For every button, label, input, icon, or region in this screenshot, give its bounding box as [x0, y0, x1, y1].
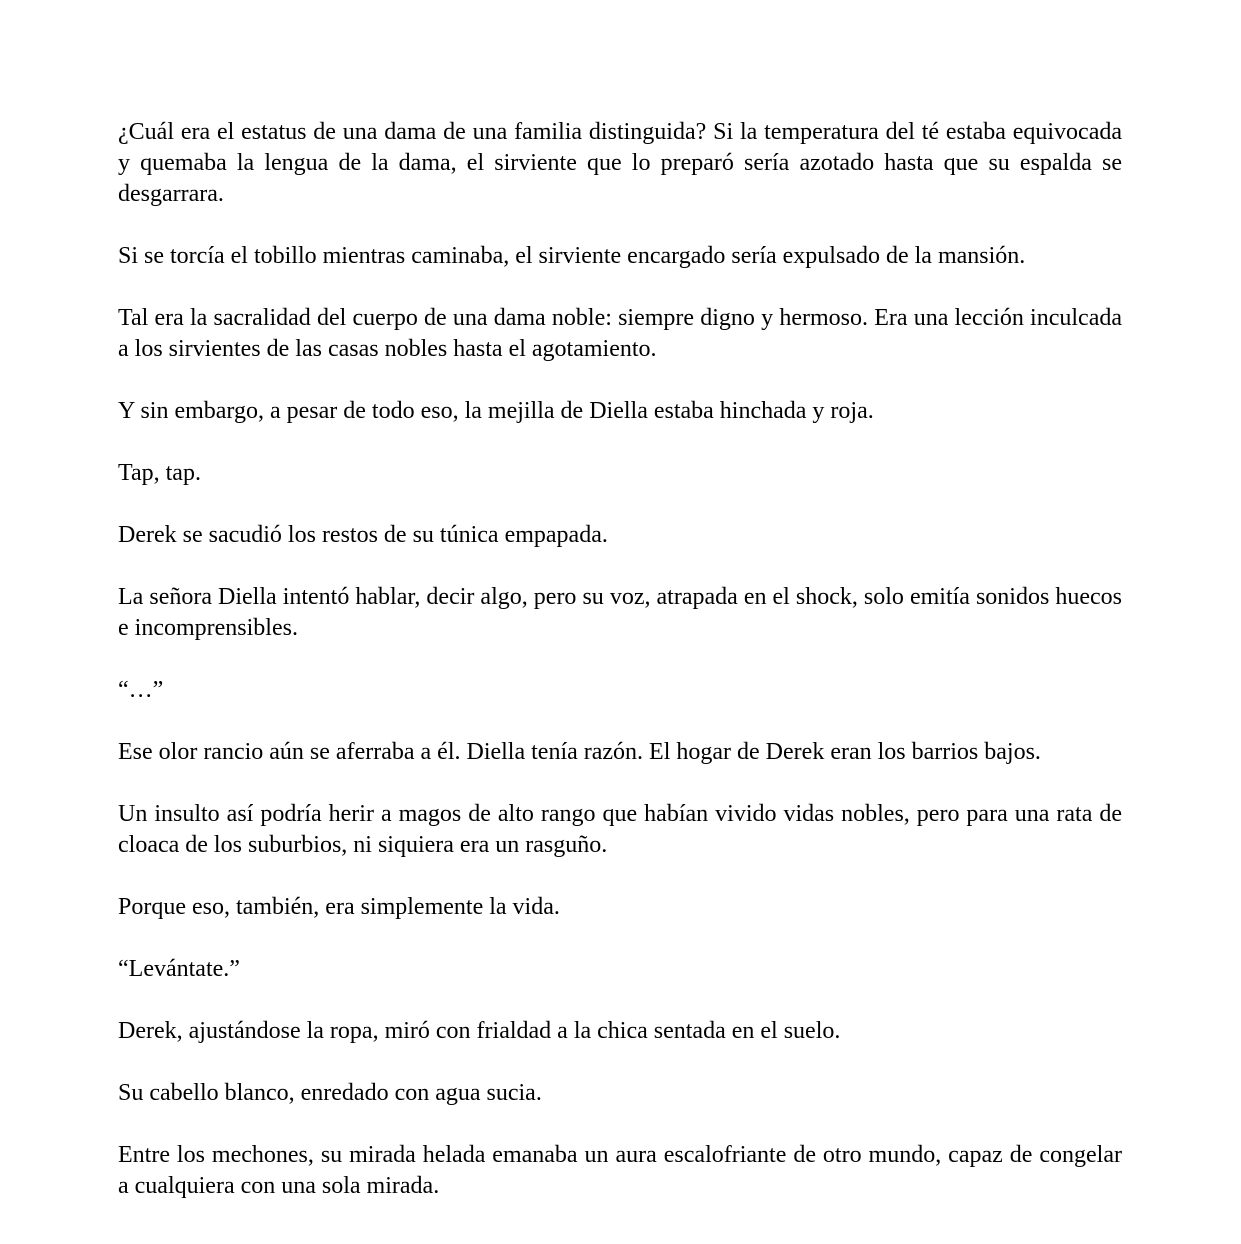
paragraph: “…”	[118, 677, 164, 703]
document-body	[118, 117, 1122, 1233]
paragraph: Tal era la sacralidad del cuerpo de una dama noble: siempre digno y hermoso. Era una lección inculcada a los sirvientes de las casas nobles hasta el agotamiento.	[118, 305, 1122, 362]
paragraph: Si se torcía el tobillo mientras caminaba, el sirviente encargado sería expulsado de la mansión.	[118, 243, 1026, 269]
paragraph: Su cabello blanco, enredado con agua sucia.	[118, 1080, 542, 1106]
paragraph: “Levántate.”	[118, 956, 240, 982]
paragraph: La señora Diella intentó hablar, decir algo, pero su voz, atrapada en el shock, solo emitía sonidos huecos e incomprensibles.	[118, 584, 1122, 641]
paragraph: Tap, tap.	[118, 460, 201, 486]
paragraph: Derek, ajustándose la ropa, miró con frialdad a la chica sentada en el suelo.	[118, 1018, 841, 1044]
paragraph: Un insulto así podría herir a magos de alto rango que habían vivido vidas nobles, pero para una rata de cloaca de los suburbios, ni siquiera era un rasguño.	[118, 801, 1122, 858]
paragraph: Entre los mechones, su mirada helada emanaba un aura escalofriante de otro mundo, capaz de congelar a cualquiera con una sola mirada.	[118, 1142, 1122, 1199]
paragraph: Porque eso, también, era simplemente la vida.	[118, 894, 560, 920]
paragraph: ¿Cuál era el estatus de una dama de una familia distinguida? Si la temperatura del té estaba equivocada y quemaba la lengua de la dama, el sirviente que lo preparó sería azotado hasta que su espalda se desgarrara.	[118, 119, 1122, 207]
paragraph: Derek se sacudió los restos de su túnica empapada.	[118, 522, 608, 548]
paragraph: Ese olor rancio aún se aferraba a él. Diella tenía razón. El hogar de Derek eran los barrios bajos.	[118, 739, 1041, 765]
paragraph: Y sin embargo, a pesar de todo eso, la mejilla de Diella estaba hinchada y roja.	[118, 398, 874, 424]
